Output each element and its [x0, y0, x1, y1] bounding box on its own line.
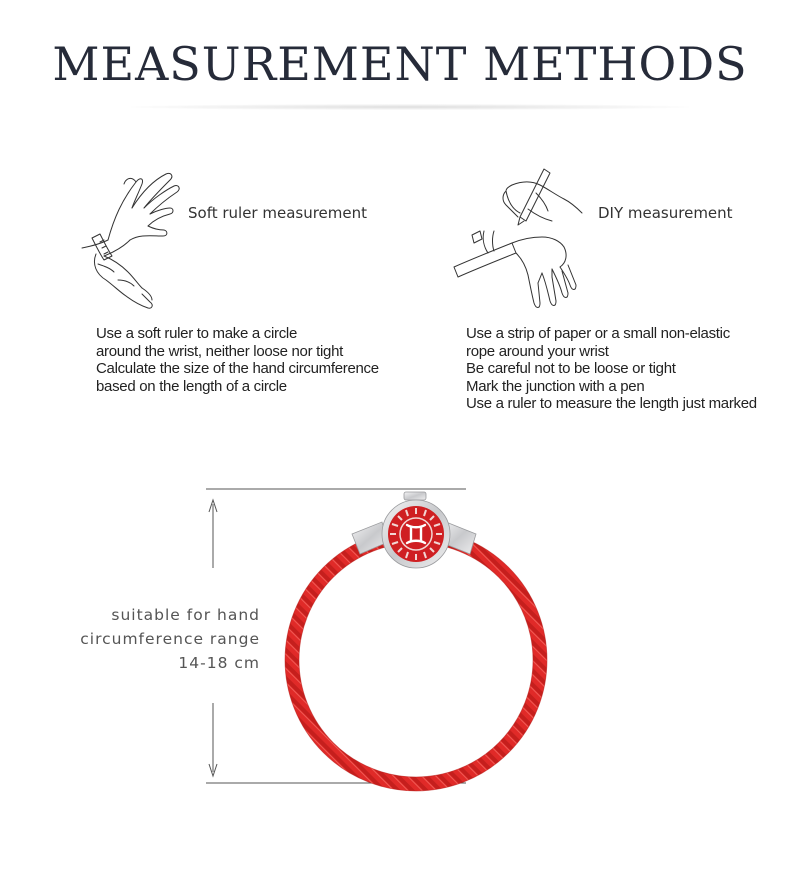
range-line: 14-18 cm [178, 654, 260, 672]
description-line: around the wrist, neither loose nor tight [96, 342, 344, 360]
range-line: suitable for hand [111, 606, 260, 624]
description-line: Be careful not to be loose or tight [466, 360, 676, 378]
description-line: based on the length of a circle [96, 377, 287, 395]
page-title: MEASUREMENT METHODS [52, 37, 748, 91]
description-line: Mark the junction with a pen [466, 377, 645, 395]
braided-cord [292, 536, 540, 784]
description-line: Use a ruler to measure the length just marked [466, 395, 757, 413]
red-braided-bracelet [270, 490, 560, 790]
method-label-soft-ruler: Soft ruler measurement [188, 204, 368, 222]
description-line: Use a strip of paper or a small non-elastic [466, 325, 730, 342]
description-line: Calculate the size of the hand circumference [96, 360, 379, 378]
description-line: Use a soft ruler to make a circle [96, 325, 298, 342]
clasp-loop [404, 492, 426, 500]
range-line: circumference range [80, 630, 260, 648]
size-range-text [80, 603, 260, 675]
description-line: rope around your wrist [466, 342, 609, 360]
method-label-diy: DIY measurement [598, 204, 733, 222]
